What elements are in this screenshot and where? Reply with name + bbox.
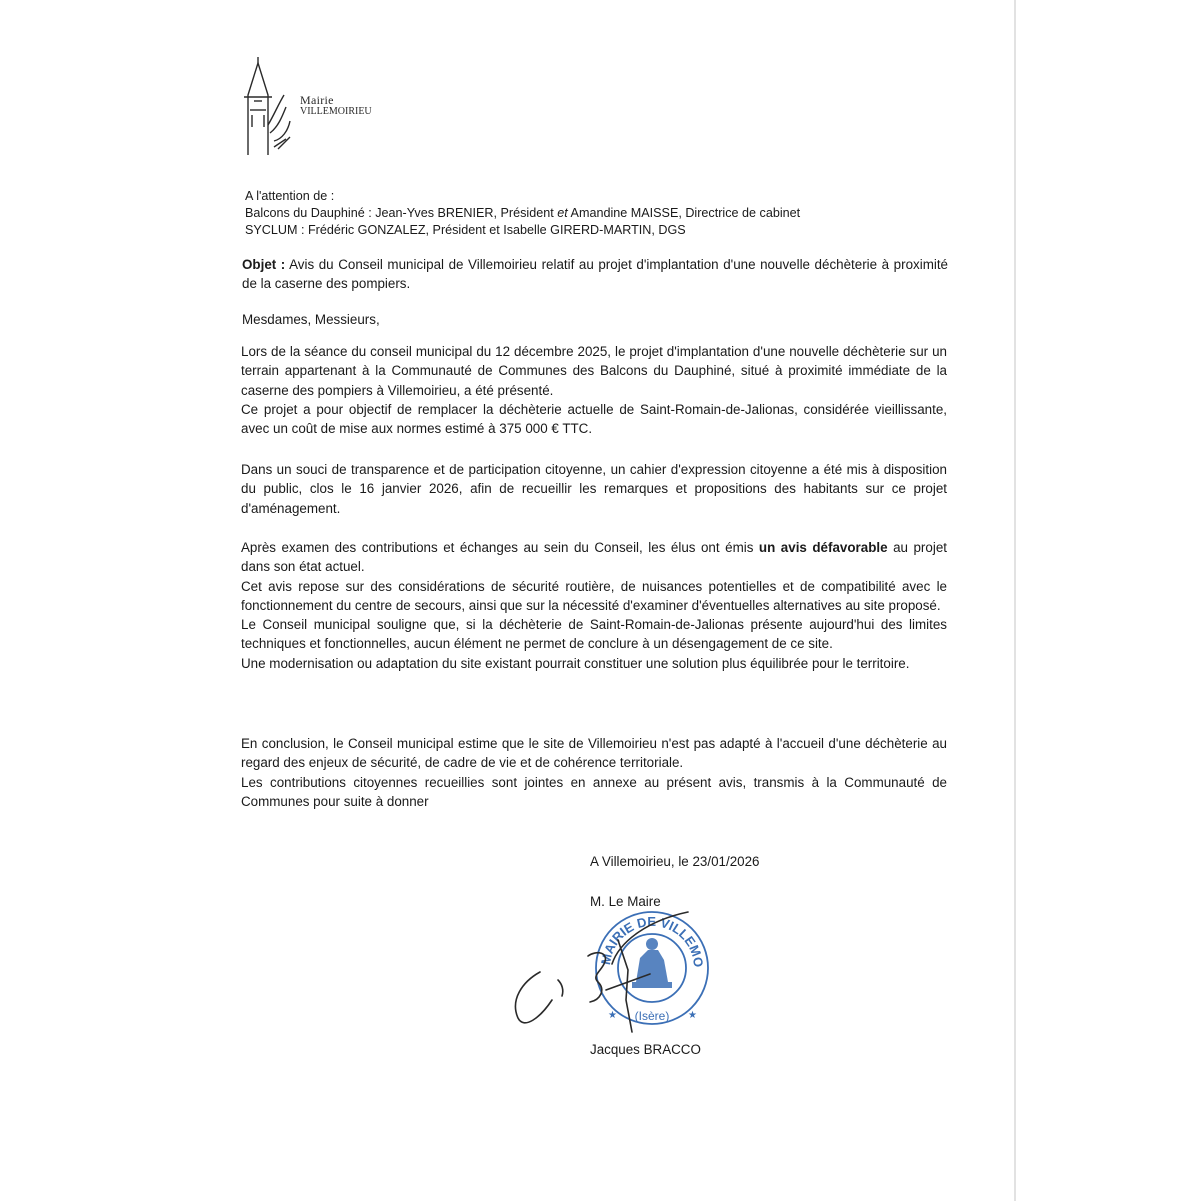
paragraph-4 (241, 734, 947, 811)
mayor-role: M. Le Maire (590, 894, 661, 909)
paragraph-3-sentence-1 (241, 538, 947, 577)
stamp-ring-text: MAIRIE DE VILLEMO (597, 913, 707, 969)
paragraph-3-a: Après examen des contributions et échanges au sein du Conseil, les élus ont émis (241, 540, 754, 555)
recipient-line-1-et: et (557, 206, 568, 220)
paragraph-3-b: au projet dans son état actuel. (241, 540, 947, 575)
signer-name: Jacques BRACCO (590, 1042, 701, 1057)
paragraph-3-sentence-3: Le Conseil municipal souligne que, si la déchèterie de Saint-Romain-de-Jalionas présente aujourd'hui des limites techniques et fonctionnelles, aucun élément ne permet de conclure à un désengagement de ce site. (241, 617, 947, 652)
mairie-logo (238, 55, 378, 160)
recipients-intro: A l'attention de : (245, 189, 335, 203)
svg-text:★: ★ (608, 1010, 617, 1021)
paragraph-4-sentence-2: Les contributions citoyennes recueillies sont jointes en annexe au présent avis, transmis à la Communauté de Communes pour suite à donner (241, 774, 947, 809)
paragraph-1-sentence-1: Lors de la séance du conseil municipal du 12 décembre 2025, le projet d'implantation d'une nouvelle déchèterie sur un terrain appartenant à la Communauté de Communes des Balcons du Dauphiné, situé à proximité immédiate de la caserne des pompiers à Villemoirieu, a été présenté. (241, 344, 947, 398)
paragraph-1 (241, 342, 947, 438)
paragraph-4-sentence-1: En conclusion, le Conseil municipal estime que le site de Villemoirieu n'est pas adapté à l'accueil d'une déchèterie au regard des enjeux de sécurité, de cadre de vie et de cohérence territoriale. (241, 736, 947, 771)
recipient-line-1-a: Balcons du Dauphiné : Jean-Yves BRENIER, Président (245, 206, 554, 220)
logo-line-1: Mairie (300, 93, 334, 107)
paragraph-2 (241, 460, 947, 518)
paragraph-1-sentence-2: Ce projet a pour objectif de remplacer la déchèterie actuelle de Saint-Romain-de-Jalionas, considérée vieillissante, avec un coût de mise aux normes estimé à 375 000 € TTC. (241, 401, 947, 437)
page-edge (1014, 0, 1016, 1201)
svg-text:★: ★ (688, 1010, 697, 1021)
recipients-block (245, 188, 885, 239)
object-text: Avis du Conseil municipal de Villemoirieu relatif au projet d'implantation d'une nouvelle déchèterie à proximité de la caserne des pompiers. (242, 257, 949, 292)
object-label: Objet : (242, 257, 286, 272)
object-block (242, 255, 948, 294)
recipient-line-2: SYCLUM : Frédéric GONZALEZ, Président et Isabelle GIRERD-MARTIN, DGS (245, 223, 686, 237)
paragraph-3 (241, 538, 947, 673)
paragraph-3-sentence-2: Cet avis repose sur des considérations de sécurité routière, de nuisances potentielles et de compatibilité avec le fonctionnement du centre de secours, ainsi que sur la nécessité d'examiner d'éventuelles alternatives au site proposé. (241, 578, 947, 613)
paragraph-3-bold: un avis défavorable (758, 540, 888, 555)
logo-text (300, 95, 372, 117)
salutation: Mesdames, Messieurs, (242, 312, 380, 327)
place-date: A Villemoirieu, le 23/01/2026 (590, 854, 760, 869)
logo-line-2: VILLEMOIRIEU (300, 106, 372, 117)
paragraph-3-sentence-4: Une modernisation ou adaptation du site existant pourrait constituer une solution plus équilibrée pour le territoire. (241, 655, 910, 671)
signature-icon (500, 900, 700, 1040)
paragraph-2-text: Dans un souci de transparence et de participation citoyenne, un cahier d'expression citoyenne a été mis à disposition du public, clos le 16 janvier 2026, afin de recueillir les remarques et propositions des habitants sur ce projet d'aménagement. (241, 462, 947, 516)
recipient-line-1 (245, 205, 885, 222)
handwritten-signature (500, 900, 700, 1040)
closing-block (590, 852, 850, 909)
stamp-bottom-text: (Isère) (634, 1009, 670, 1023)
recipient-line-1-b: Amandine MAISSE, Directrice de cabinet (570, 206, 801, 220)
